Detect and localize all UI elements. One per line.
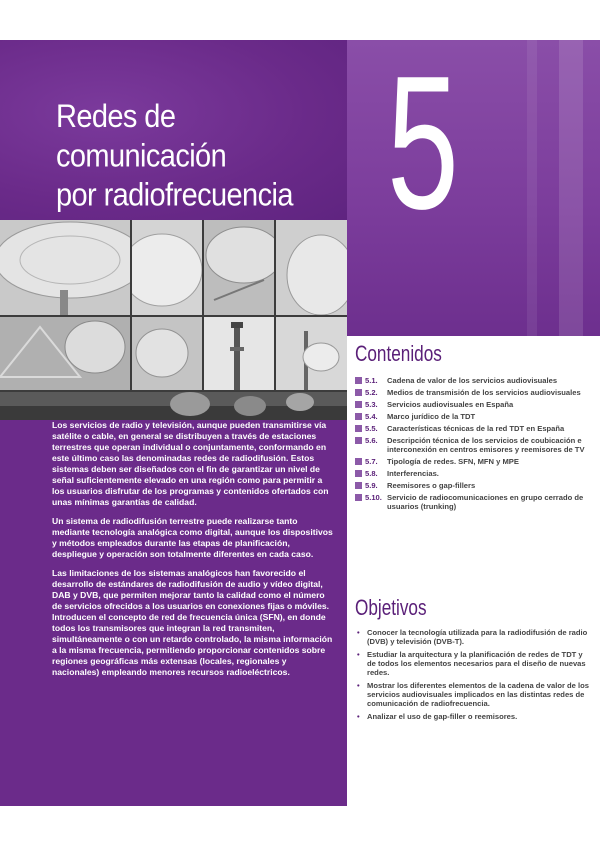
contents-item-number: 5.9. — [365, 481, 378, 490]
contents-item-number: 5.6. — [365, 436, 378, 445]
chapter-number: 5 — [387, 40, 459, 249]
contents-item — [353, 400, 597, 409]
bullet-icon: • — [357, 712, 360, 721]
contents-item-text: Descripción técnica de los servicios de coubicación e interconexión en centros emisores y reemisores de TV — [387, 436, 585, 454]
square-bullet-icon — [355, 437, 362, 444]
chapter-title — [56, 98, 347, 216]
objective-text: Conocer la tecnología utilizada para la radiodifusión de radio (DVB) y televisión (DVB-T). — [367, 628, 588, 646]
contents-item-text: Interferencias. — [387, 469, 439, 478]
contents-item — [353, 481, 597, 490]
tower-photo-2 — [276, 317, 347, 390]
contents-item-text: Marco jurídico de la TDT — [387, 412, 476, 421]
square-bullet-icon — [355, 482, 362, 489]
antenna-field-photo — [0, 392, 347, 420]
contents-item-text: Tipología de redes. SFN, MFN y MPE — [387, 457, 519, 466]
contents-item — [353, 493, 597, 511]
contents-item-text: Reemisores o gap-fillers — [387, 481, 476, 490]
objective-item — [357, 712, 593, 721]
title-area — [0, 40, 347, 220]
decorative-stripe — [559, 40, 583, 336]
chapter-title-line-2: por radiofrecuencia — [56, 177, 293, 214]
objectives-heading: Objetivos — [355, 595, 427, 620]
objective-item — [357, 650, 593, 677]
contents-item — [353, 412, 597, 421]
contents-item-number: 5.3. — [365, 400, 378, 409]
objectives-list — [357, 628, 593, 725]
chapter-title-line-1: Redes de comunicación — [56, 99, 227, 175]
objective-item — [357, 628, 593, 646]
square-bullet-icon — [355, 413, 362, 420]
contents-item-number: 5.4. — [365, 412, 378, 421]
square-bullet-icon — [355, 470, 362, 477]
contents-item-text: Servicio de radiocomunicaciones en grupo cerrado de usuarios (trunking) — [387, 493, 584, 511]
contents-item-number: 5.10. — [365, 493, 382, 502]
objective-text: Estudiar la arquitectura y la planificación de redes de TDT y de todos los elementos necesarios para el diseño de nuevas redes. — [367, 650, 586, 677]
chapter-number-area — [347, 40, 600, 336]
dish-photo-2 — [132, 220, 202, 315]
dish-photo-5 — [132, 317, 202, 390]
contents-item — [353, 469, 597, 478]
antenna-structure-photo — [0, 317, 130, 390]
square-bullet-icon — [355, 458, 362, 465]
bullet-icon: • — [357, 628, 360, 637]
contents-item-text: Medios de transmisión de los servicios audiovisuales — [387, 388, 581, 397]
intro-paragraph-3: Las limitaciones de los sistemas analógicos han favorecido el desarrollo de estándares de radiodifusión de audio y vídeo digital, DAB y DVB, que permiten mejorar tanto la calidad como el número de servicios ofrecidos a los usuarios en conexiones fijas o móviles. Introducen el concepto de red de frecuencia única (SFN), en donde todos los transmisores que integran la red transmiten, simultáneamente o con un retardo controlado, la misma información a la misma frecuencia, permitiendo proporcionar contenidos sobre regiones geográficas más extensas (locales, regionales y nacionales) empleando menores recursos radioeléctricos. — [52, 568, 333, 677]
contents-heading: Contenidos — [355, 341, 442, 366]
bullet-icon: • — [357, 681, 360, 690]
bullet-icon: • — [357, 650, 360, 659]
contents-item — [353, 436, 597, 454]
contents-list — [353, 376, 597, 514]
antenna-photo-collage — [0, 220, 347, 420]
intro-paragraph-1: Los servicios de radio y televisión, aunque pueden transmitirse vía satélite o cable, en general se distribuyen a través de estaciones terrestres que operan individual o conjuntamente, conformando en este último caso las denominadas redes de radiodifusión. Estos sistemas deben ser diseñados con el fin de garantizar un nivel de señal suficientemente elevado en una región como para permitir a los usuarios disfrutar de los programas y contenidos ofertados con unas mínimas garantías de calidad. — [52, 420, 329, 507]
square-bullet-icon — [355, 389, 362, 396]
objective-item — [357, 681, 593, 708]
contents-item-text: Servicios audiovisuales en España — [387, 400, 514, 409]
satellite-dish-photo — [0, 220, 130, 315]
square-bullet-icon — [355, 401, 362, 408]
contents-item-number: 5.2. — [365, 388, 378, 397]
contents-item-number: 5.8. — [365, 469, 378, 478]
square-bullet-icon — [355, 377, 362, 384]
contents-item — [353, 424, 597, 433]
intro-paragraph-2: Un sistema de radiodifusión terrestre puede realizarse tanto mediante tecnología analógica como digital, aunque los dispositivos y métodos empleados durante las etapas de planificación, despliegue y operación son totalmente diferentes en cada caso. — [52, 516, 333, 559]
contents-item — [353, 376, 597, 385]
tower-photo — [204, 317, 274, 390]
decorative-stripe — [527, 40, 537, 336]
intro-text — [52, 420, 336, 686]
contents-item-text: Cadena de valor de los servicios audiovisuales — [387, 376, 558, 385]
square-bullet-icon — [355, 425, 362, 432]
objective-text: Analizar el uso de gap-filler o reemisores. — [367, 712, 518, 721]
book-page — [0, 40, 600, 806]
contents-item-text: Características técnicas de la red TDT en España — [387, 424, 565, 433]
objective-text: Mostrar los diferentes elementos de la cadena de valor de los servicios audiovisuales implicados en las distintas redes de comunicación de radiofrecuencia. — [367, 681, 589, 708]
contents-item-number: 5.5. — [365, 424, 378, 433]
contents-item-number: 5.1. — [365, 376, 378, 385]
dish-photo-4 — [276, 220, 347, 315]
contents-item-number: 5.7. — [365, 457, 378, 466]
square-bullet-icon — [355, 494, 362, 501]
left-column — [0, 40, 347, 806]
dish-photo-3 — [204, 220, 274, 315]
contents-item — [353, 388, 597, 397]
contents-item — [353, 457, 597, 466]
